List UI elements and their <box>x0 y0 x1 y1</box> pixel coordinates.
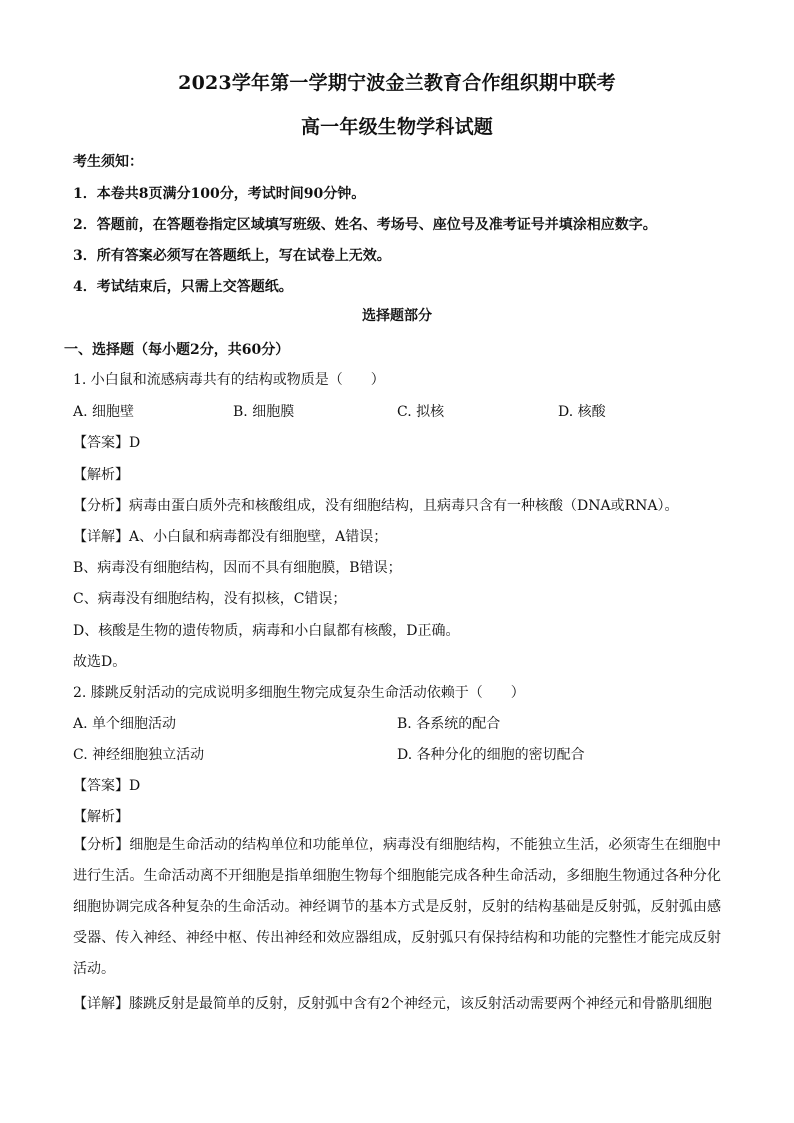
q1-conclusion: 故选D。 <box>73 654 127 670</box>
q1-analysis-label: 【解析】 <box>73 467 129 483</box>
q1-detail-line: D、核酸是生物的遗传物质，病毒和小白鼠都有核酸，D正确。 <box>73 623 460 639</box>
section-title: 选择题部分 <box>362 308 432 324</box>
q1-answer: 【答案】D <box>73 435 141 451</box>
q2-answer: 【答案】D <box>73 778 141 794</box>
q1-option-d: D. 核酸 <box>558 404 606 420</box>
q1-analysis: 【分析】病毒由蛋白质外壳和核酸组成，没有细胞结构，且病毒只含有一种核酸（DNA或RNA）。 <box>73 498 679 514</box>
q1-option-b: B. 细胞膜 <box>233 404 295 420</box>
q2-option-b: B. 各系统的配合 <box>397 716 501 732</box>
notice-heading: 考生须知： <box>73 154 143 170</box>
notice-item-2: 2．答题前，在答题卷指定区域填写班级、姓名、考场号、座位号及准考证号并填涂相应数字。 <box>73 217 657 233</box>
notice-item-4: 4．考试结束后，只需上交答题纸。 <box>73 279 293 295</box>
notice-item-1: 1．本卷共8页满分100分，考试时间90分钟。 <box>73 186 366 202</box>
q1-option-c: C. 拟核 <box>397 404 445 420</box>
q2-option-c: C. 神经细胞独立活动 <box>73 747 205 763</box>
q1-stem: 1. 小白鼠和流感病毒共有的结构或物质是（ ） <box>73 372 385 388</box>
notice-item-3: 3．所有答案必须写在答题纸上，写在试卷上无效。 <box>73 248 391 264</box>
q1-detail-line: B、病毒没有细胞结构，因而不具有细胞膜，B错误； <box>73 560 402 576</box>
q1-detail-line: 【详解】A、小白鼠和病毒都没有细胞壁，A错误； <box>73 529 388 545</box>
q2-option-d: D. 各种分化的细胞的密切配合 <box>397 747 585 763</box>
exam-subtitle: 高一年级生物学科试题 <box>300 116 493 138</box>
exam-title: 2023学年第一学期宁波金兰教育合作组织期中联考 <box>178 72 616 94</box>
q2-analysis-label: 【解析】 <box>73 809 129 825</box>
q1-detail-line: C、病毒没有细胞结构，没有拟核，C错误； <box>73 591 347 607</box>
q2-option-a: A. 单个细胞活动 <box>73 716 177 732</box>
q2-detail: 【详解】膝跳反射是最简单的反射，反射弧中含有2个神经元，该反射活动需要两个神经元和骨骼肌细胞 <box>73 996 712 1012</box>
q2-analysis: 【分析】细胞是生命活动的结构单位和功能单位，病毒没有细胞结构，不能独立生活，必须寄生在细胞中进行生活。生命活动离不开细胞是指单细胞生物每个细胞能完成各种生命活动，多细胞生物通过各种分化细胞协调完成各种复杂的生命活动。神经调节的基本方式是反射，反射的结构基础是反射弧，反射弧由感受器、传入神经、神经中枢、传出神经和效应器组成，反射弧只有保持结构和功能的完整性才能完成反射活动。 <box>73 837 721 977</box>
q2-stem: 2. 膝跳反射活动的完成说明多细胞生物完成复杂生命活动依赖于（ ） <box>73 685 525 701</box>
q1-option-a: A. 细胞壁 <box>73 404 135 420</box>
part-one-title: 一、选择题（每小题2分，共60分） <box>64 342 290 358</box>
